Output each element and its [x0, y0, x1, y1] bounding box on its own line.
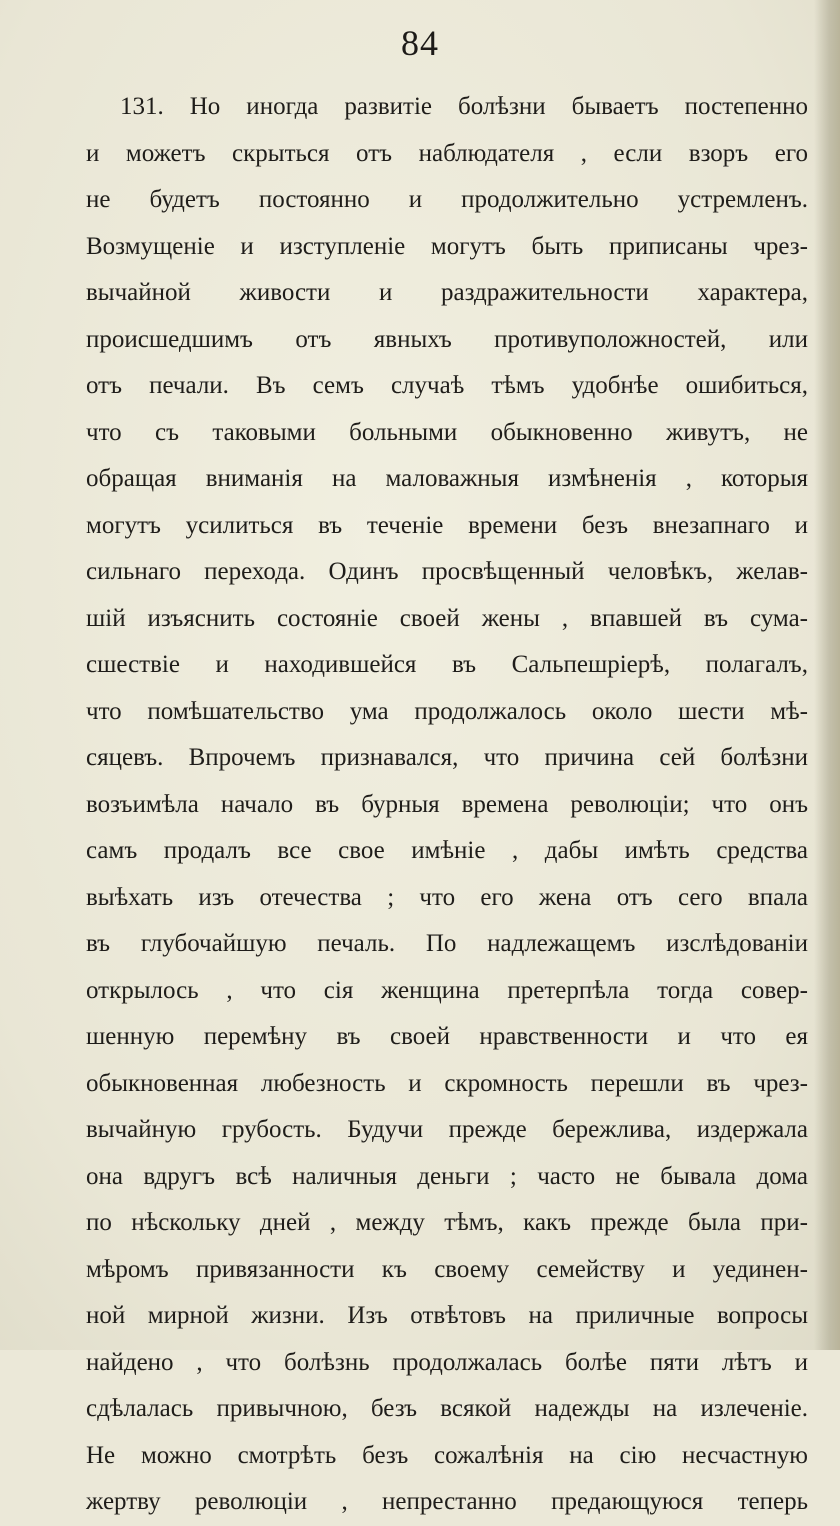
text-line: вычайную грубость. Будучи прежде бережлива, издержала	[86, 1116, 808, 1143]
text-line: сшествіе и находившейся въ Сальпешріерѣ, полагалъ,	[86, 651, 808, 678]
text-line: что помѣшательство ума продолжалось около шести мѣ-	[86, 697, 808, 725]
text-line: Не можно смотрѣть безъ сожалѣнія на сію несчастную	[86, 1441, 808, 1469]
text-line: не будетъ постоянно и продолжительно устремленъ.	[86, 186, 808, 213]
text-line: сильнаго перехода. Одинъ просвѣщенный человѣкъ, желав-	[86, 558, 808, 585]
text-line: обращая вниманія на маловажныя измѣненія , которыя	[86, 465, 808, 492]
text-line: происшедшимъ отъ явныхъ противуположностей, или	[86, 325, 808, 353]
text-line: ной мирной жизни. Изъ отвѣтовъ на приличные вопросы	[86, 1302, 808, 1329]
text-line: по нѣскольку дней , между тѣмъ, какъ прежде была при-	[86, 1209, 808, 1236]
text-line: жертву революціи , непрестанно предающуюся теперь	[86, 1488, 808, 1515]
text-line: шенную перемѣну въ своей нравственности и что ея	[86, 1023, 808, 1050]
text-line: возъимѣла начало въ бурныя времена революціи; что онъ	[86, 790, 808, 818]
text-line: выѣхать изъ отечества ; что его жена отъ сего впала	[86, 883, 808, 911]
text-line: найдено , что болѣзнь продолжалась болѣе пяти лѣтъ и	[86, 1348, 808, 1376]
text-line: могутъ усилиться въ теченіе времени безъ внезапнаго и	[86, 511, 808, 539]
text-line: что съ таковыми больными обыкновенно живутъ, не	[86, 418, 808, 446]
text-line: открылось , что сія женщина претерпѣла тогда совер-	[86, 976, 808, 1004]
page-number: 84	[401, 23, 439, 63]
text-line: и можетъ скрыться отъ наблюдателя , если взоръ его	[86, 139, 808, 167]
page-edge-shadow	[814, 0, 840, 1350]
text-line: сдѣлалась привычною, безъ всякой надежды на излеченіе.	[86, 1395, 808, 1422]
text-line: самъ продалъ все свое имѣніе , дабы имѣть средства	[86, 837, 808, 864]
text-line: сяцевъ. Впрочемъ признавался, что причина сей болѣзни	[86, 744, 808, 771]
text-line: обыкновенная любезность и скромность перешли въ чрез-	[86, 1069, 808, 1097]
text-line: Возмущеніе и изступленіе могутъ быть приписаны чрез-	[86, 232, 808, 260]
text-line: отъ печали. Въ семъ случаѣ тѣмъ удобнѣе ошибиться,	[86, 372, 808, 399]
text-line: шій изъяснить состояніе своей жены , впавшей въ сума-	[86, 604, 808, 632]
text-line: вычайной живости и раздражительности характера,	[86, 279, 808, 306]
text-line: она вдругъ всѣ наличныя деньги ; часто не бывала дома	[86, 1162, 808, 1190]
text-line: 131. Но иногда развитіе болѣзни бываетъ постепенно	[120, 93, 808, 120]
paragraph-131	[86, 84, 808, 1526]
text-line: въ глубочайшую печаль. По надлежащемъ изслѣдованіи	[86, 930, 808, 957]
text-line: мѣромъ привязанности къ своему семейству и уединен-	[86, 1255, 808, 1283]
